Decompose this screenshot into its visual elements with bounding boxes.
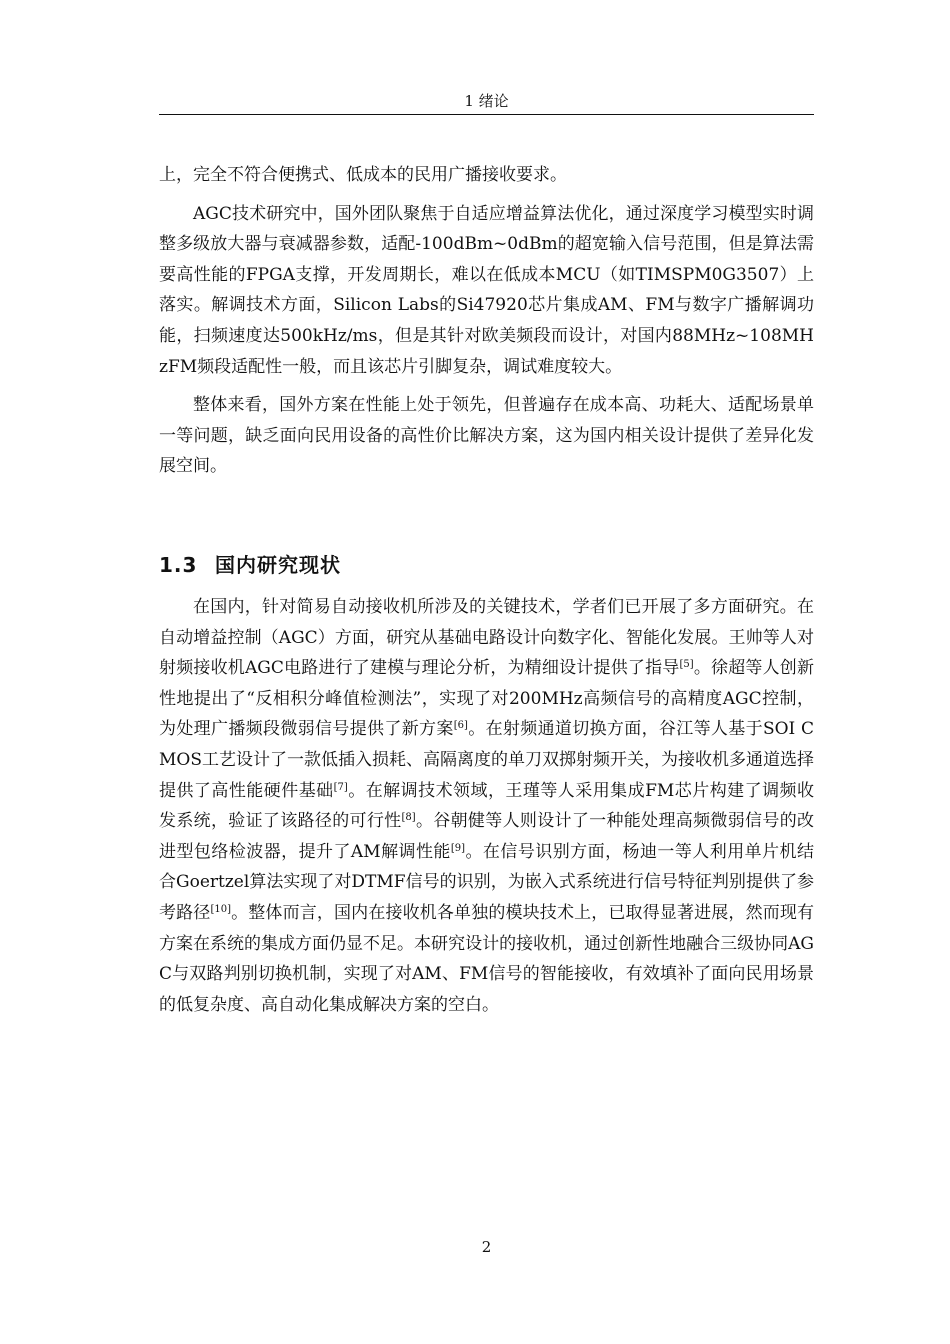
body-text: 在国内，针对简易自动接收机所涉及的关键技术，学者们已开展了多方面研究。在自动增益控制（AGC）方面，研究从基础电路设计向数字化、智能化发展。王帅等人对射频接收机AGC电路进行了建模与理论分析，为精细设计提供了指导 (159, 597, 814, 679)
paragraph-continuation: 上，完全不符合便携式、低成本的民用广播接收要求。 (159, 165, 567, 185)
citation-ref: [5] (679, 659, 694, 671)
citation-ref: [7] (333, 781, 348, 793)
body-text: 。在射频通道切换方面，谷江等人基于SOI CMOS工艺设计了一款低插入损耗、高隔离度的单刀双掷射频开关，为接收机多通道选择提供了高性能硬件基础 (159, 719, 814, 801)
paragraph-domestic-research (159, 592, 814, 1020)
paragraph-agc-foreign: AGC技术研究中，国外团队聚焦于自适应增益算法优化，通过深度学习模型实时调整多级放大器与衰减器参数，适配-100dBm~0dBm的超宽输入信号范围，但是算法需要高性能的FPGA支撑，开发周期长，难以在低成本MCU（如TIMSPM0G3507）上落实。解调技术方面，Silicon Labs的Si47920芯片集成AM、FM与数字广播解调功能，扫频速度达500kHz/ms，但是其针对欧美频段而设计，对国内88MHz~108MHzFM频段适配性一般，而且该芯片引脚复杂，调试难度较大。 (159, 203, 814, 377)
page-number: 2 (481, 1238, 492, 1256)
running-header: 1 绪论 (464, 92, 509, 110)
body-text: 。在信号识别方面，杨迪一等人利用单片机结合Goertzel算法实现了对DTMF信号的识别，为嵌入式系统进行信号特征判别提供了参考路径 (159, 841, 814, 923)
citation-ref: [6] (453, 720, 468, 732)
paragraph-summary-foreign: 整体来看，国外方案在性能上处于领先，但普遍存在成本高、功耗大、适配场景单一等问题，缺乏面向民用设备的高性价比解决方案，这为国内相关设计提供了差异化发展空间。 (159, 395, 814, 477)
section-heading (159, 548, 814, 582)
body-text: 。谷朝健等人则设计了一种能处理高频微弱信号的改进型包络检波器，提升了AM解调性能 (159, 811, 815, 862)
citation-ref: [8] (401, 812, 416, 824)
header-rule (159, 114, 814, 115)
section-number: 1.3 (159, 553, 198, 577)
section-body (159, 592, 814, 1020)
citation-ref: [10] (210, 903, 231, 915)
top-section (159, 160, 814, 482)
body-text: 。整体而言，国内在接收机各单独的模块技术上，已取得显著进展，然而现有方案在系统的集成方面仍显不足。本研究设计的接收机，通过创新性地融合三级协同AGC与双路判别切换机制，实现了对AM、FM信号的智能接收，有效填补了面向民用场景的低复杂度、高自动化集成解决方案的空白。 (159, 902, 815, 1015)
citation-ref: [9] (450, 842, 466, 854)
body-text: 。在解调技术领域，王瑾等人采用集成FM芯片构建了调频收发系统，验证了该路径的可行性 (159, 780, 815, 832)
section-title: 国内研究现状 (215, 553, 341, 577)
body-text: 。徐超等人创新性地提出了“反相积分峰值检测法”，实现了对200MHz高频信号的高精度AGC控制，为处理广播频段微弱信号提供了新方案 (159, 658, 814, 740)
